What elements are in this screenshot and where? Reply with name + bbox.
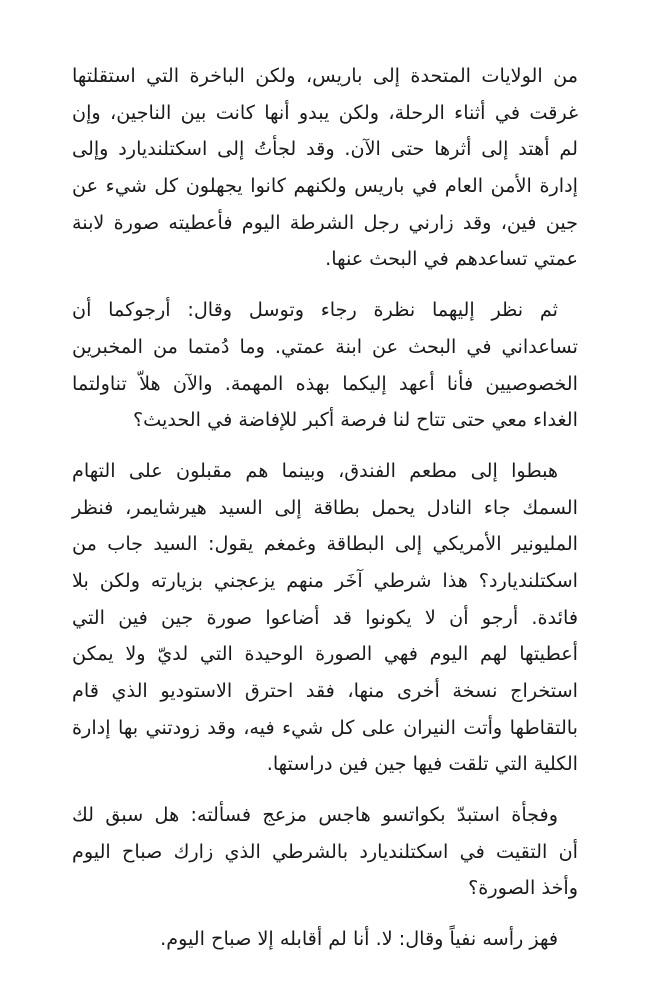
text-line: لم أهتد إلى أثرها حتى الآن. وقد لجأتُ إلى اسكتلنديارد وإلى [72,137,578,161]
text-line: من الولايات المتحدة إلى باريس، ولكن الباخرة التي استقلتها [72,64,578,87]
text-line: الكلية التي تلقت فيها جين فين دراستها. [266,752,578,776]
paragraph-5 [72,921,578,958]
paragraph-1 [72,58,578,278]
text-line: أن التقيت في اسكتلنديارد بالشرطي الذي زارك صباح اليوم [72,839,578,863]
text-line: غرقت في أثناء الرحلة، ولكن يبدو أنها كانت بين الناجين، وإن [72,100,578,124]
text-line: فهز رأسه نفياً وقال: لا. أنا لم أقابله إلا صباح اليوم. [160,927,558,951]
text-line: بالتقاطها وأتت النيران على كل شيء فيه، وقد زودتني بها إدارة [72,715,578,739]
paragraph-3 [72,453,578,783]
text-line: عمتي تساعدهم في البحث عنها. [325,247,578,271]
text-line: وأخذ الصورة؟ [468,876,578,900]
text-line: اسكتلنديارد؟ هذا شرطي آخَر منهم يزعجني بزيارته ولكن بلا [72,568,578,592]
text-line: أعطيتها لهم اليوم فهي الصورة الوحيدة التي لديّ ولا يمكن [72,642,578,666]
paragraph-2 [72,292,578,439]
text-line: المليونير الأمريكي إلى البطاقة وغمغم يقول: السيد جاب من [72,532,578,556]
text-line: الخصوصيين فأنا أعهد إليكما بهذه المهمة. والآن هلاّ تناولتما [72,371,578,395]
text-line: ثم نظر إليهما نظرة رجاء وتوسل وقال: أرجوكما أن [72,298,558,322]
text-line: الغداء معي حتى تتاح لنا فرصة أكبر للإفاضة في الحديث؟ [132,408,578,432]
text-line: السمك جاء النادل يحمل بطاقة إلى السيد هيرشايمر، فنظر [72,495,578,519]
text-line: استخراج نسخة أخرى منها، فقد احترق الاستوديو الذي قام [72,679,578,702]
text-line: هبطوا إلى مطعم الفندق، وبينما هم مقبلون على التهام [72,458,558,482]
book-page [72,58,578,972]
text-line: فائدة. أرجو أن لا يكونوا قد أضاعوا صورة جين فين التي [72,605,578,629]
paragraph-4 [72,797,578,907]
text-line: إدارة الأمن العام في باريس ولكنهم كانوا يجهلون كل شيء عن [72,174,578,198]
text-line: تساعداني في البحث عن ابنة عمتي. وما دُمتما من المخبرين [72,334,578,358]
text-line: وفجأة استبدّ بكواتسو هاجس مزعج فسألته: هل سبق لك [72,803,558,827]
text-line: جين فين، وقد زارني رجل الشرطة اليوم فأعطيته صورة لابنة [72,210,578,234]
